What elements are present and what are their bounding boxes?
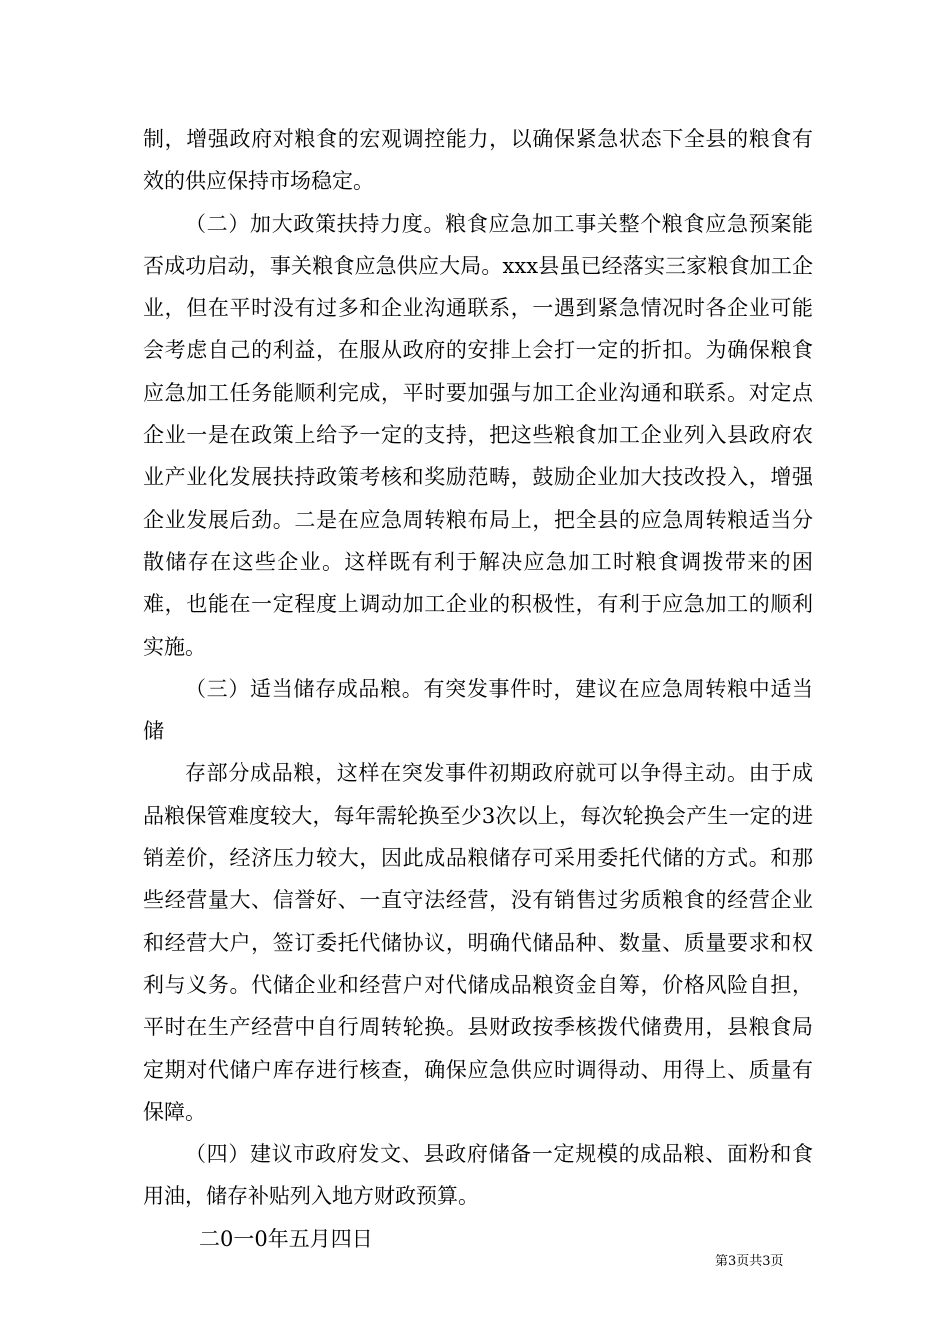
document-body: [143, 118, 813, 1260]
paragraph-store-finished-grain-cont: 存部分成品粮，这样在突发事件初期政府就可以争得主动。由于成品粮保管难度较大，每年需轮换至少3次以上，每次轮换会产生一定的进销差价，经济压力较大，因此成品粮储存可采用委托代储的方式。和那些经营量大、信誉好、一直守法经营，没有销售过劣质粮食的经营企业和经营大户，签订委托代储协议，明确代储品种、数量、质量要求和权利与义务。代储企业和经营户对代储成品粮资金自筹，价格风险自担，平时在生产经营中自行周转轮换。县财政按季核拨代储费用，县粮食局定期对代储户库存进行核查，确保应急供应时调得动、用得上、质量有保障。: [143, 761, 813, 1124]
paragraph-continuation: 制，增强政府对粮食的宏观调控能力，以确保紧急状态下全县的粮食有效的供应保持市场稳定。: [143, 127, 813, 194]
page-number-footer: 第3页共3页: [715, 1254, 784, 1269]
document-date: 二0一0年五月四日: [199, 1226, 373, 1251]
paragraph-store-finished-grain: （三）适当储存成品粮。有突发事件时，建议在应急周转粮中适当储: [143, 676, 813, 744]
paragraph-policy-support: （二）加大政策扶持力度。粮食应急加工事关整个粮食应急预案能否成功启动，事关粮食应急供应大局。xxx县虽已经落实三家粮食加工企业，但在平时没有过多和企业沟通联系，一遇到紧急情况时各企业可能会考虑自己的利益，在服从政府的安排上会打一定的折扣。为确保粮食应急加工任务能顺利完成，平时要加强与加工企业沟通和联系。对定点企业一是在政策上给予一定的支持，把这些粮食加工企业列入县政府农业产业化发展扶持政策考核和奖励范畴，鼓励企业加大技改投入，增强企业发展后劲。二是在应急周转粮布局上，把全县的应急周转粮适当分散储存在这些企业。这样既有利于解决应急加工时粮食调拨带来的困难，也能在一定程度上调动加工企业的积极性，有利于应急加工的顺利实施。: [143, 211, 813, 659]
paragraph-recommendation: （四）建议市政府发文、县政府储备一定规模的成品粮、面粉和食用油，储存补贴列入地方财政预算。: [143, 1142, 813, 1209]
